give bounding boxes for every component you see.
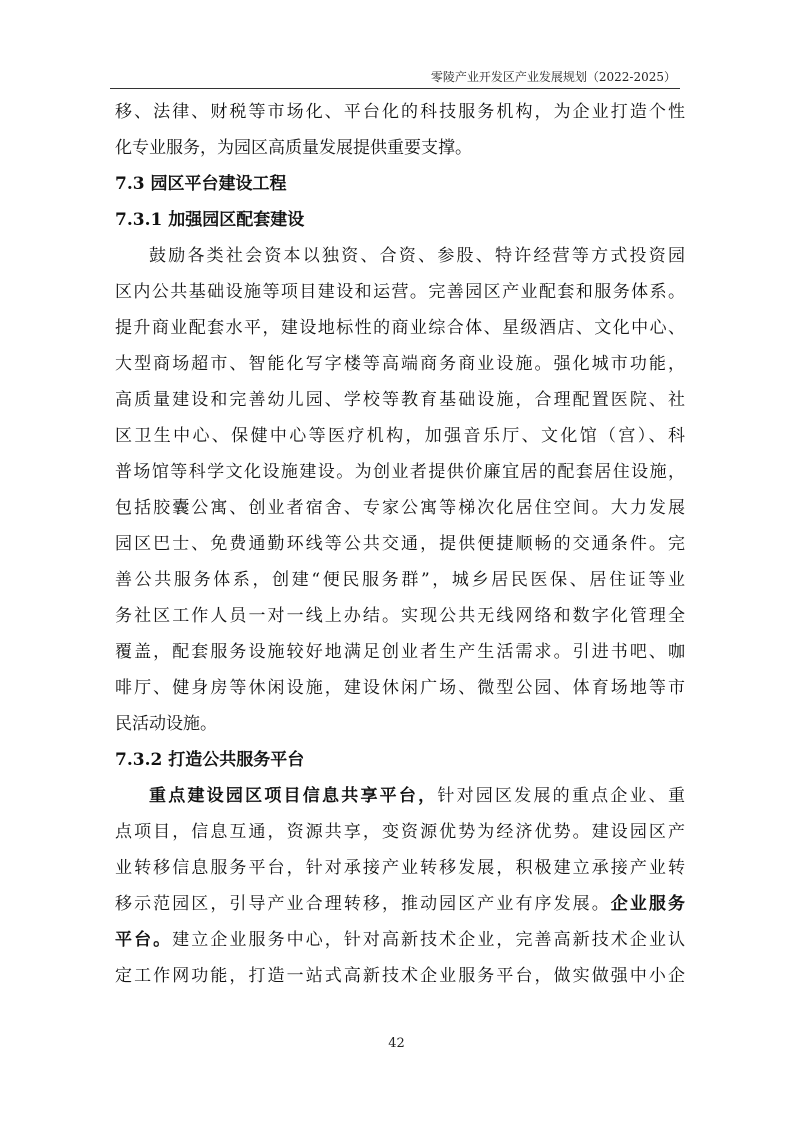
- body-text: 针对园区发展的重点企业、重: [437, 786, 686, 806]
- paragraph-line: 化专业服务，为园区高质量发展提供重要支撑。: [115, 138, 472, 158]
- running-header: 零陵产业开发区产业发展规划（2022-2025）: [430, 70, 676, 84]
- paragraph-line: 定工作网功能，打造一站式高新技术企业服务平台，做实做强中小企: [115, 966, 685, 986]
- body-text: 建立企业服务中心，针对高新技术企业，完善高新技术企业认: [172, 930, 686, 950]
- paragraph-line: 大型商场超市、智能化写字楼等高端商务商业设施。强化城市功能，: [115, 354, 685, 374]
- paragraph-line: 高质量建设和完善幼儿园、学校等教育基础设施，合理配置医院、社: [115, 390, 685, 410]
- paragraph-line: [115, 778, 685, 814]
- paragraph-line: 啡厅、健身房等休闲设施，建设休闲广场、微型公园、体育场地等市: [115, 678, 685, 698]
- body-text: 移示范园区，引导产业合理转移，推动园区产业有序发展。: [115, 894, 611, 914]
- paragraph-line: 点项目，信息互通，资源共享，变资源优势为经济优势。建设园区产: [115, 822, 685, 842]
- subsection-heading: 7.3.1 加强园区配套建设: [115, 210, 305, 230]
- paragraph-line: 务社区工作人员一对一线上办结。实现公共无线网络和数字化管理全: [115, 606, 685, 626]
- paragraph-line: 业转移信息服务平台，针对承接产业转移发展，积极建立承接产业转: [115, 858, 685, 878]
- paragraph-line: [115, 886, 685, 922]
- bold-lead-text: 平台。: [115, 930, 173, 950]
- bold-lead-text: 企业服务: [610, 894, 686, 914]
- paragraph-line: 民活动设施。: [115, 714, 217, 734]
- paragraph-line: 鼓励各类社会资本以独资、合资、参股、特许经营等方式投资园: [149, 246, 685, 266]
- paragraph-line: 覆盖，配套服务设施较好地满足创业者生产生活需求。引进书吧、咖: [115, 642, 685, 662]
- paragraph-line: 善公共服务体系，创建“便民服务群”，城乡居民医保、居住证等业: [115, 570, 685, 590]
- paragraph-line: 提升商业配套水平，建设地标性的商业综合体、星级酒店、文化中心、: [115, 318, 685, 338]
- subsection-heading: 7.3.2 打造公共服务平台: [115, 750, 305, 770]
- page-body: [115, 94, 685, 994]
- paragraph-line: 普场馆等科学文化设施建设。为创业者提供价廉宜居的配套居住设施，: [115, 462, 685, 482]
- page-number: 42: [388, 1036, 405, 1051]
- paragraph-line: 园区巴士、免费通勤环线等公共交通，提供便捷顺畅的交通条件。完: [115, 534, 685, 554]
- paragraph-line: 区内公共基础设施等项目建设和运营。完善园区产业配套和服务体系。: [115, 282, 685, 302]
- bold-lead-text: 重点建设园区项目信息共享平台，: [149, 786, 438, 806]
- section-heading: 7.3 园区平台建设工程: [115, 174, 287, 194]
- header-divider: [110, 88, 680, 89]
- paragraph-line: 区卫生中心、保健中心等医疗机构，加强音乐厅、文化馆（宫）、科: [115, 426, 685, 446]
- paragraph-line: [115, 922, 685, 958]
- paragraph-line: 移、法律、财税等市场化、平台化的科技服务机构，为企业打造个性: [115, 102, 685, 122]
- paragraph-line: 包括胶囊公寓、创业者宿舍、专家公寓等梯次化居住空间。大力发展: [115, 498, 685, 518]
